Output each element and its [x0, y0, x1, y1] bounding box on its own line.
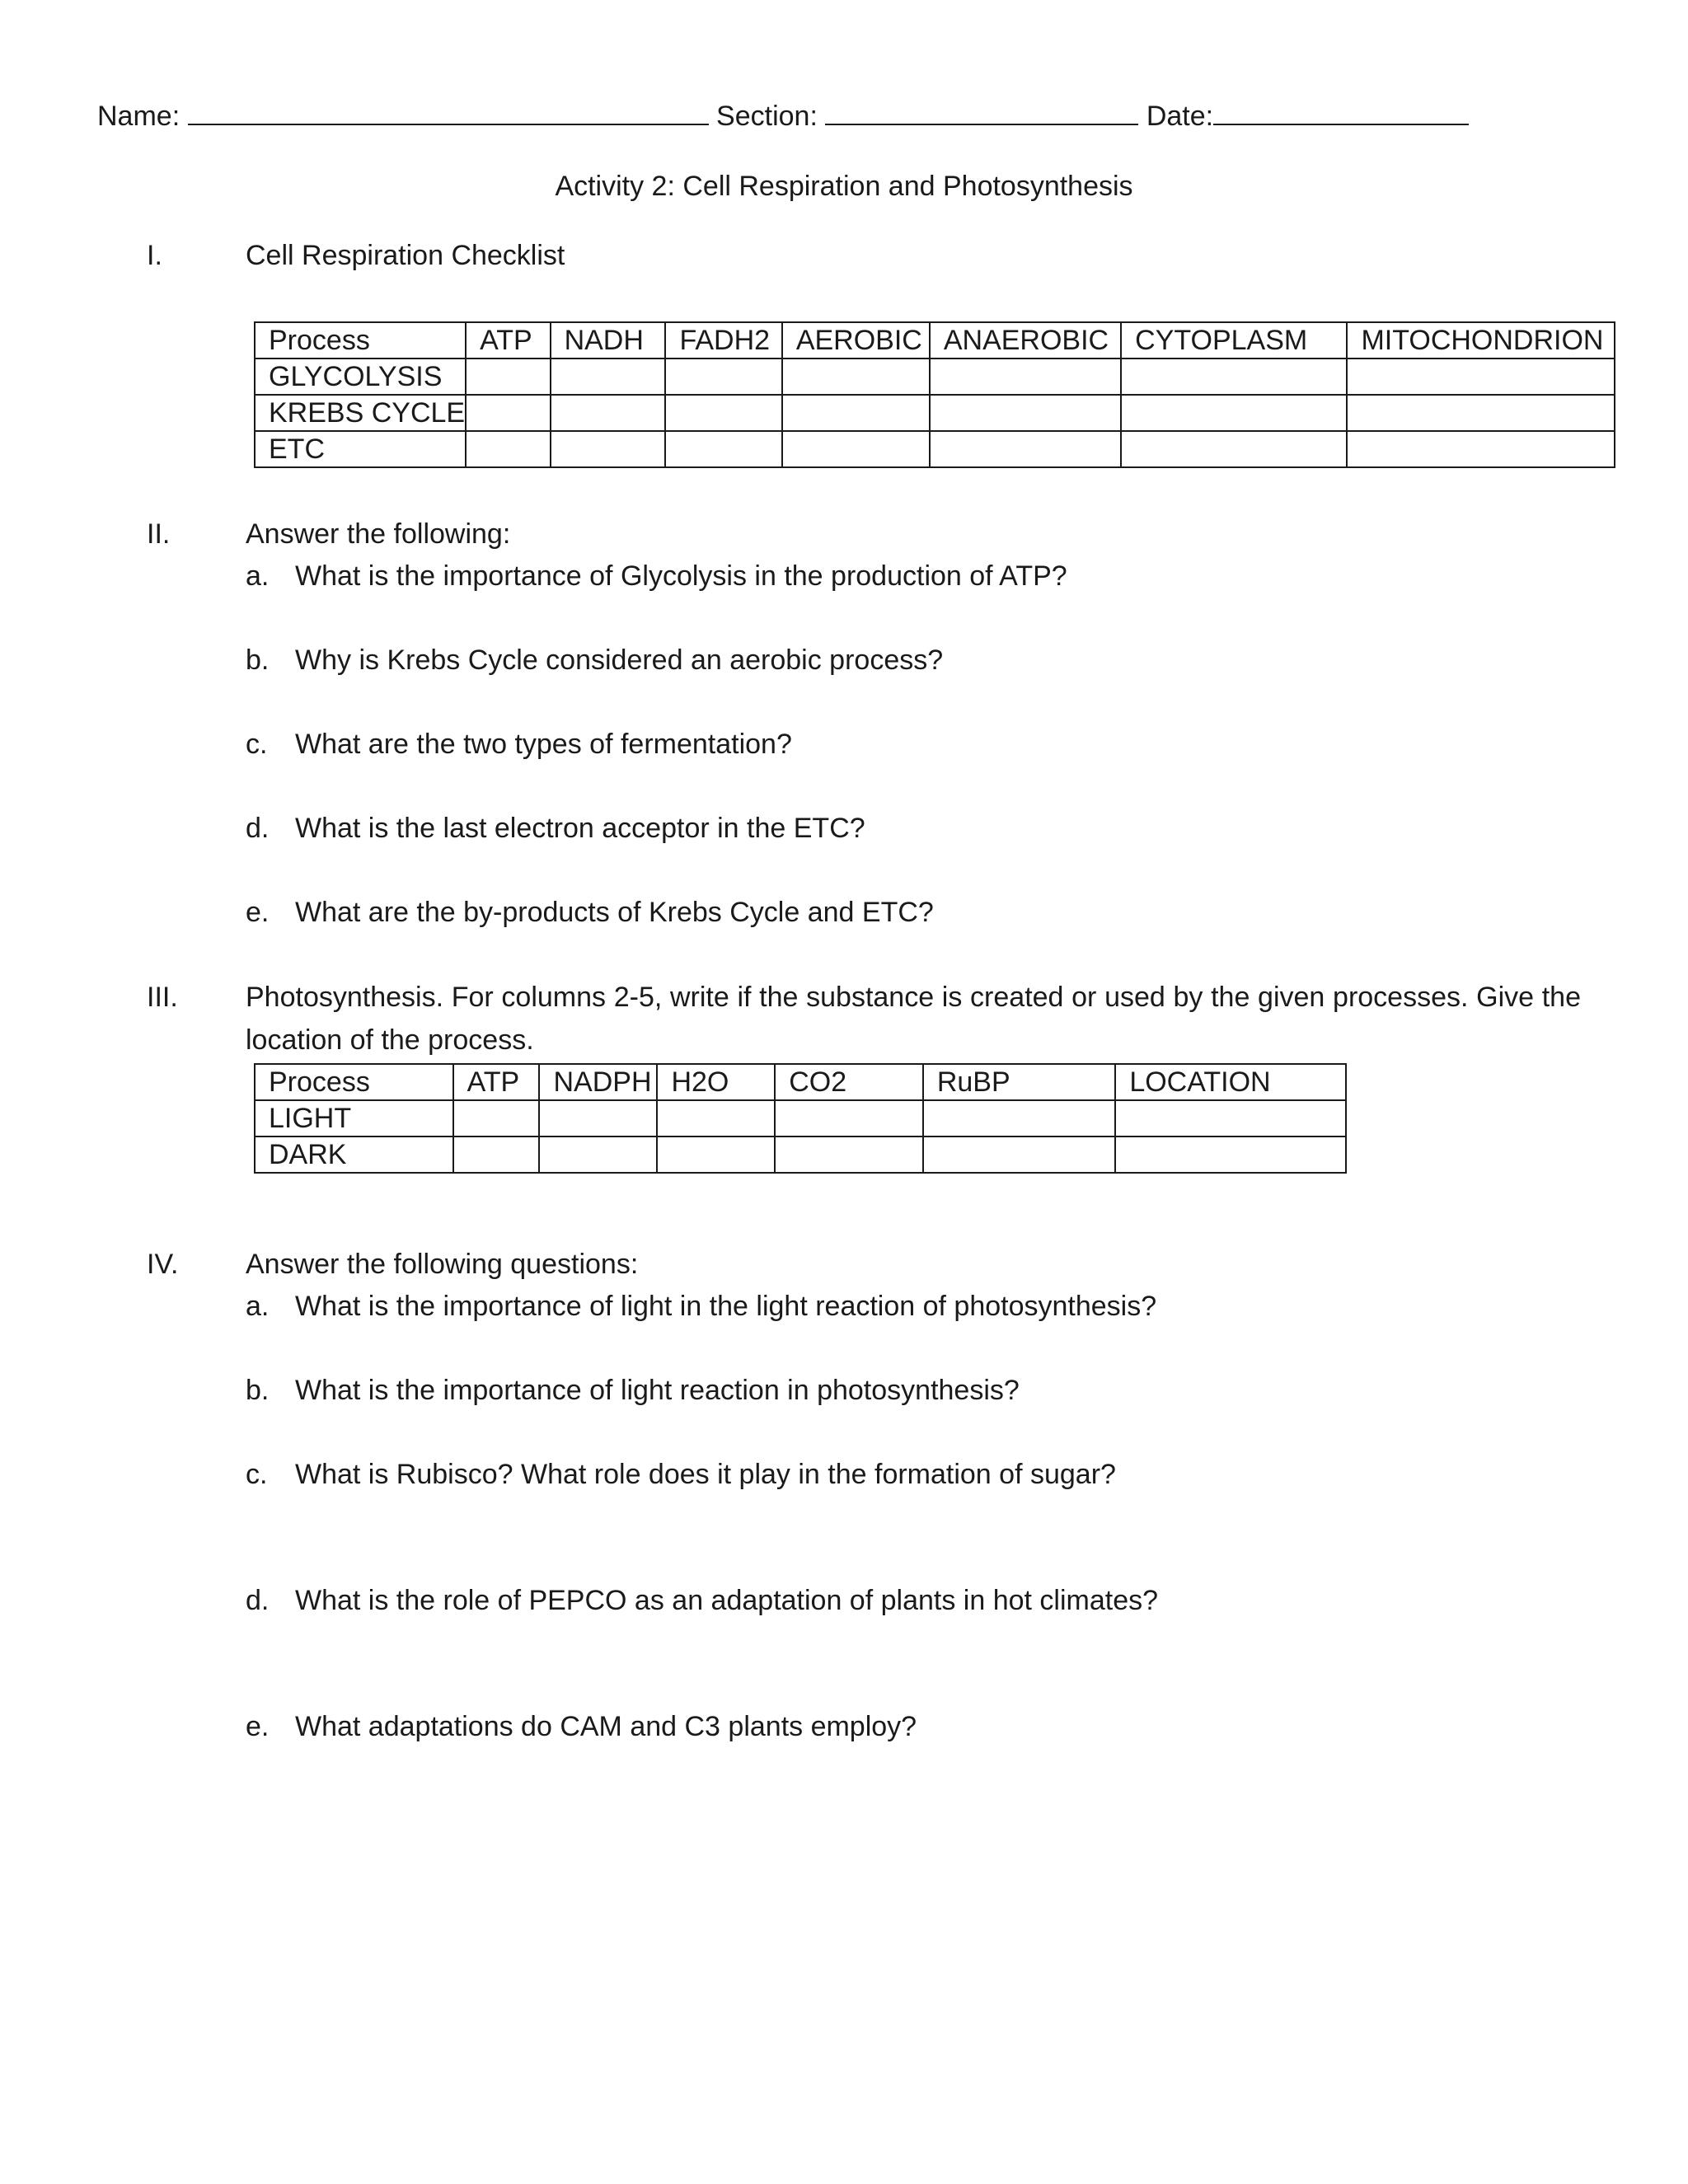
- answer-cell[interactable]: [657, 1100, 775, 1137]
- section-4-numeral: IV.: [147, 1249, 179, 1280]
- answer-cell[interactable]: [1121, 395, 1347, 431]
- section-3-heading: Photosynthesis. For columns 2-5, write if the substance is created or used by the given processes. Give the location of the process.: [246, 982, 1581, 1056]
- question-letter: d.: [246, 813, 270, 844]
- question-text: Why is Krebs Cycle considered an aerobic process?: [295, 644, 944, 676]
- row-label: LIGHT: [255, 1100, 453, 1137]
- row-label: ETC: [255, 431, 466, 467]
- answer-cell[interactable]: [923, 1137, 1115, 1173]
- column-header: MITOCHONDRION: [1347, 322, 1615, 359]
- date-field[interactable]: [1213, 102, 1469, 125]
- section-2-numeral: II.: [147, 518, 171, 550]
- answer-cell[interactable]: [1121, 359, 1347, 395]
- answer-cell[interactable]: [775, 1137, 923, 1173]
- row-label: DARK: [255, 1137, 453, 1173]
- answer-cell[interactable]: [923, 1100, 1115, 1137]
- answer-cell[interactable]: [466, 359, 550, 395]
- section-1-heading: Cell Respiration Checklist: [246, 240, 565, 271]
- question-text: What is the importance of light in the light reaction of photosynthesis?: [295, 1291, 1157, 1322]
- name-field[interactable]: [188, 102, 709, 125]
- column-header: LOCATION: [1115, 1064, 1346, 1100]
- question-text: What is the last electron acceptor in the ETC?: [295, 813, 865, 844]
- column-header: CO2: [775, 1064, 923, 1100]
- row-label: GLYCOLYSIS: [255, 359, 466, 395]
- date-label: Date:: [1146, 101, 1214, 132]
- row-label: KREBS CYCLE: [255, 395, 466, 431]
- question-letter: e.: [246, 1711, 270, 1742]
- question-letter: e.: [246, 897, 270, 928]
- question-text: What are the two types of fermentation?: [295, 729, 792, 760]
- column-header: Process: [255, 322, 466, 359]
- column-header: NADH: [551, 322, 666, 359]
- question-text: What is Rubisco? What role does it play in the formation of sugar?: [295, 1459, 1116, 1490]
- answer-cell[interactable]: [782, 359, 930, 395]
- answer-cell[interactable]: [1347, 395, 1615, 431]
- answer-cell[interactable]: [539, 1137, 657, 1173]
- question-text: What are the by-products of Krebs Cycle and ETC?: [295, 897, 934, 928]
- question-text: What is the role of PEPCO as an adaptation of plants in hot climates?: [295, 1585, 1159, 1616]
- section-4-heading: Answer the following questions:: [246, 1249, 639, 1280]
- answer-cell[interactable]: [551, 395, 666, 431]
- table-header-row: [255, 1064, 1346, 1100]
- question-text: What adaptations do CAM and C3 plants employ?: [295, 1711, 917, 1742]
- column-header: NADPH: [539, 1064, 657, 1100]
- table-row: [255, 359, 1615, 395]
- answer-cell[interactable]: [930, 395, 1121, 431]
- column-header: ATP: [453, 1064, 540, 1100]
- section-1-numeral: I.: [147, 240, 162, 271]
- answer-cell[interactable]: [1347, 431, 1615, 467]
- photosynthesis-table: [254, 1063, 1347, 1174]
- question-letter: d.: [246, 1585, 270, 1616]
- answer-cell[interactable]: [1347, 359, 1615, 395]
- column-header: AEROBIC: [782, 322, 930, 359]
- cell-respiration-table: [254, 321, 1615, 468]
- column-header: ANAEROBIC: [930, 322, 1121, 359]
- table-row: [255, 395, 1615, 431]
- answer-cell[interactable]: [665, 431, 781, 467]
- question-text: What is the importance of light reaction in photosynthesis?: [295, 1375, 1020, 1406]
- answer-cell[interactable]: [1115, 1100, 1346, 1137]
- table-row: [255, 431, 1615, 467]
- answer-cell[interactable]: [665, 359, 781, 395]
- question-letter: a.: [246, 1291, 270, 1322]
- answer-cell[interactable]: [1115, 1137, 1346, 1173]
- answer-cell[interactable]: [930, 359, 1121, 395]
- answer-cell[interactable]: [782, 431, 930, 467]
- column-header: RuBP: [923, 1064, 1115, 1100]
- table-header-row: [255, 322, 1615, 359]
- header-line: [97, 101, 1469, 133]
- question-letter: b.: [246, 644, 270, 676]
- column-header: FADH2: [665, 322, 781, 359]
- answer-cell[interactable]: [775, 1100, 923, 1137]
- answer-cell[interactable]: [665, 395, 781, 431]
- answer-cell[interactable]: [466, 395, 550, 431]
- question-letter: c.: [246, 729, 268, 760]
- section-3-numeral: III.: [147, 982, 178, 1013]
- answer-cell[interactable]: [551, 431, 666, 467]
- question-letter: c.: [246, 1459, 268, 1490]
- column-header: CYTOPLASM: [1121, 322, 1347, 359]
- question-letter: b.: [246, 1375, 270, 1406]
- answer-cell[interactable]: [539, 1100, 657, 1137]
- column-header: Process: [255, 1064, 453, 1100]
- question-letter: a.: [246, 560, 270, 592]
- table-row: [255, 1100, 1346, 1137]
- answer-cell[interactable]: [551, 359, 666, 395]
- answer-cell[interactable]: [453, 1137, 540, 1173]
- column-header: H2O: [657, 1064, 775, 1100]
- answer-cell[interactable]: [466, 431, 550, 467]
- answer-cell[interactable]: [930, 431, 1121, 467]
- question-text: What is the importance of Glycolysis in the production of ATP?: [295, 560, 1067, 592]
- answer-cell[interactable]: [782, 395, 930, 431]
- column-header: ATP: [466, 322, 550, 359]
- answer-cell[interactable]: [657, 1137, 775, 1173]
- name-label: Name:: [97, 101, 181, 132]
- table-row: [255, 1137, 1346, 1173]
- section-2-heading: Answer the following:: [246, 518, 511, 550]
- page-title: Activity 2: Cell Respiration and Photosynthesis: [555, 171, 1133, 202]
- section-label: Section:: [716, 101, 818, 132]
- answer-cell[interactable]: [1121, 431, 1347, 467]
- section-field[interactable]: [825, 102, 1138, 125]
- answer-cell[interactable]: [453, 1100, 540, 1137]
